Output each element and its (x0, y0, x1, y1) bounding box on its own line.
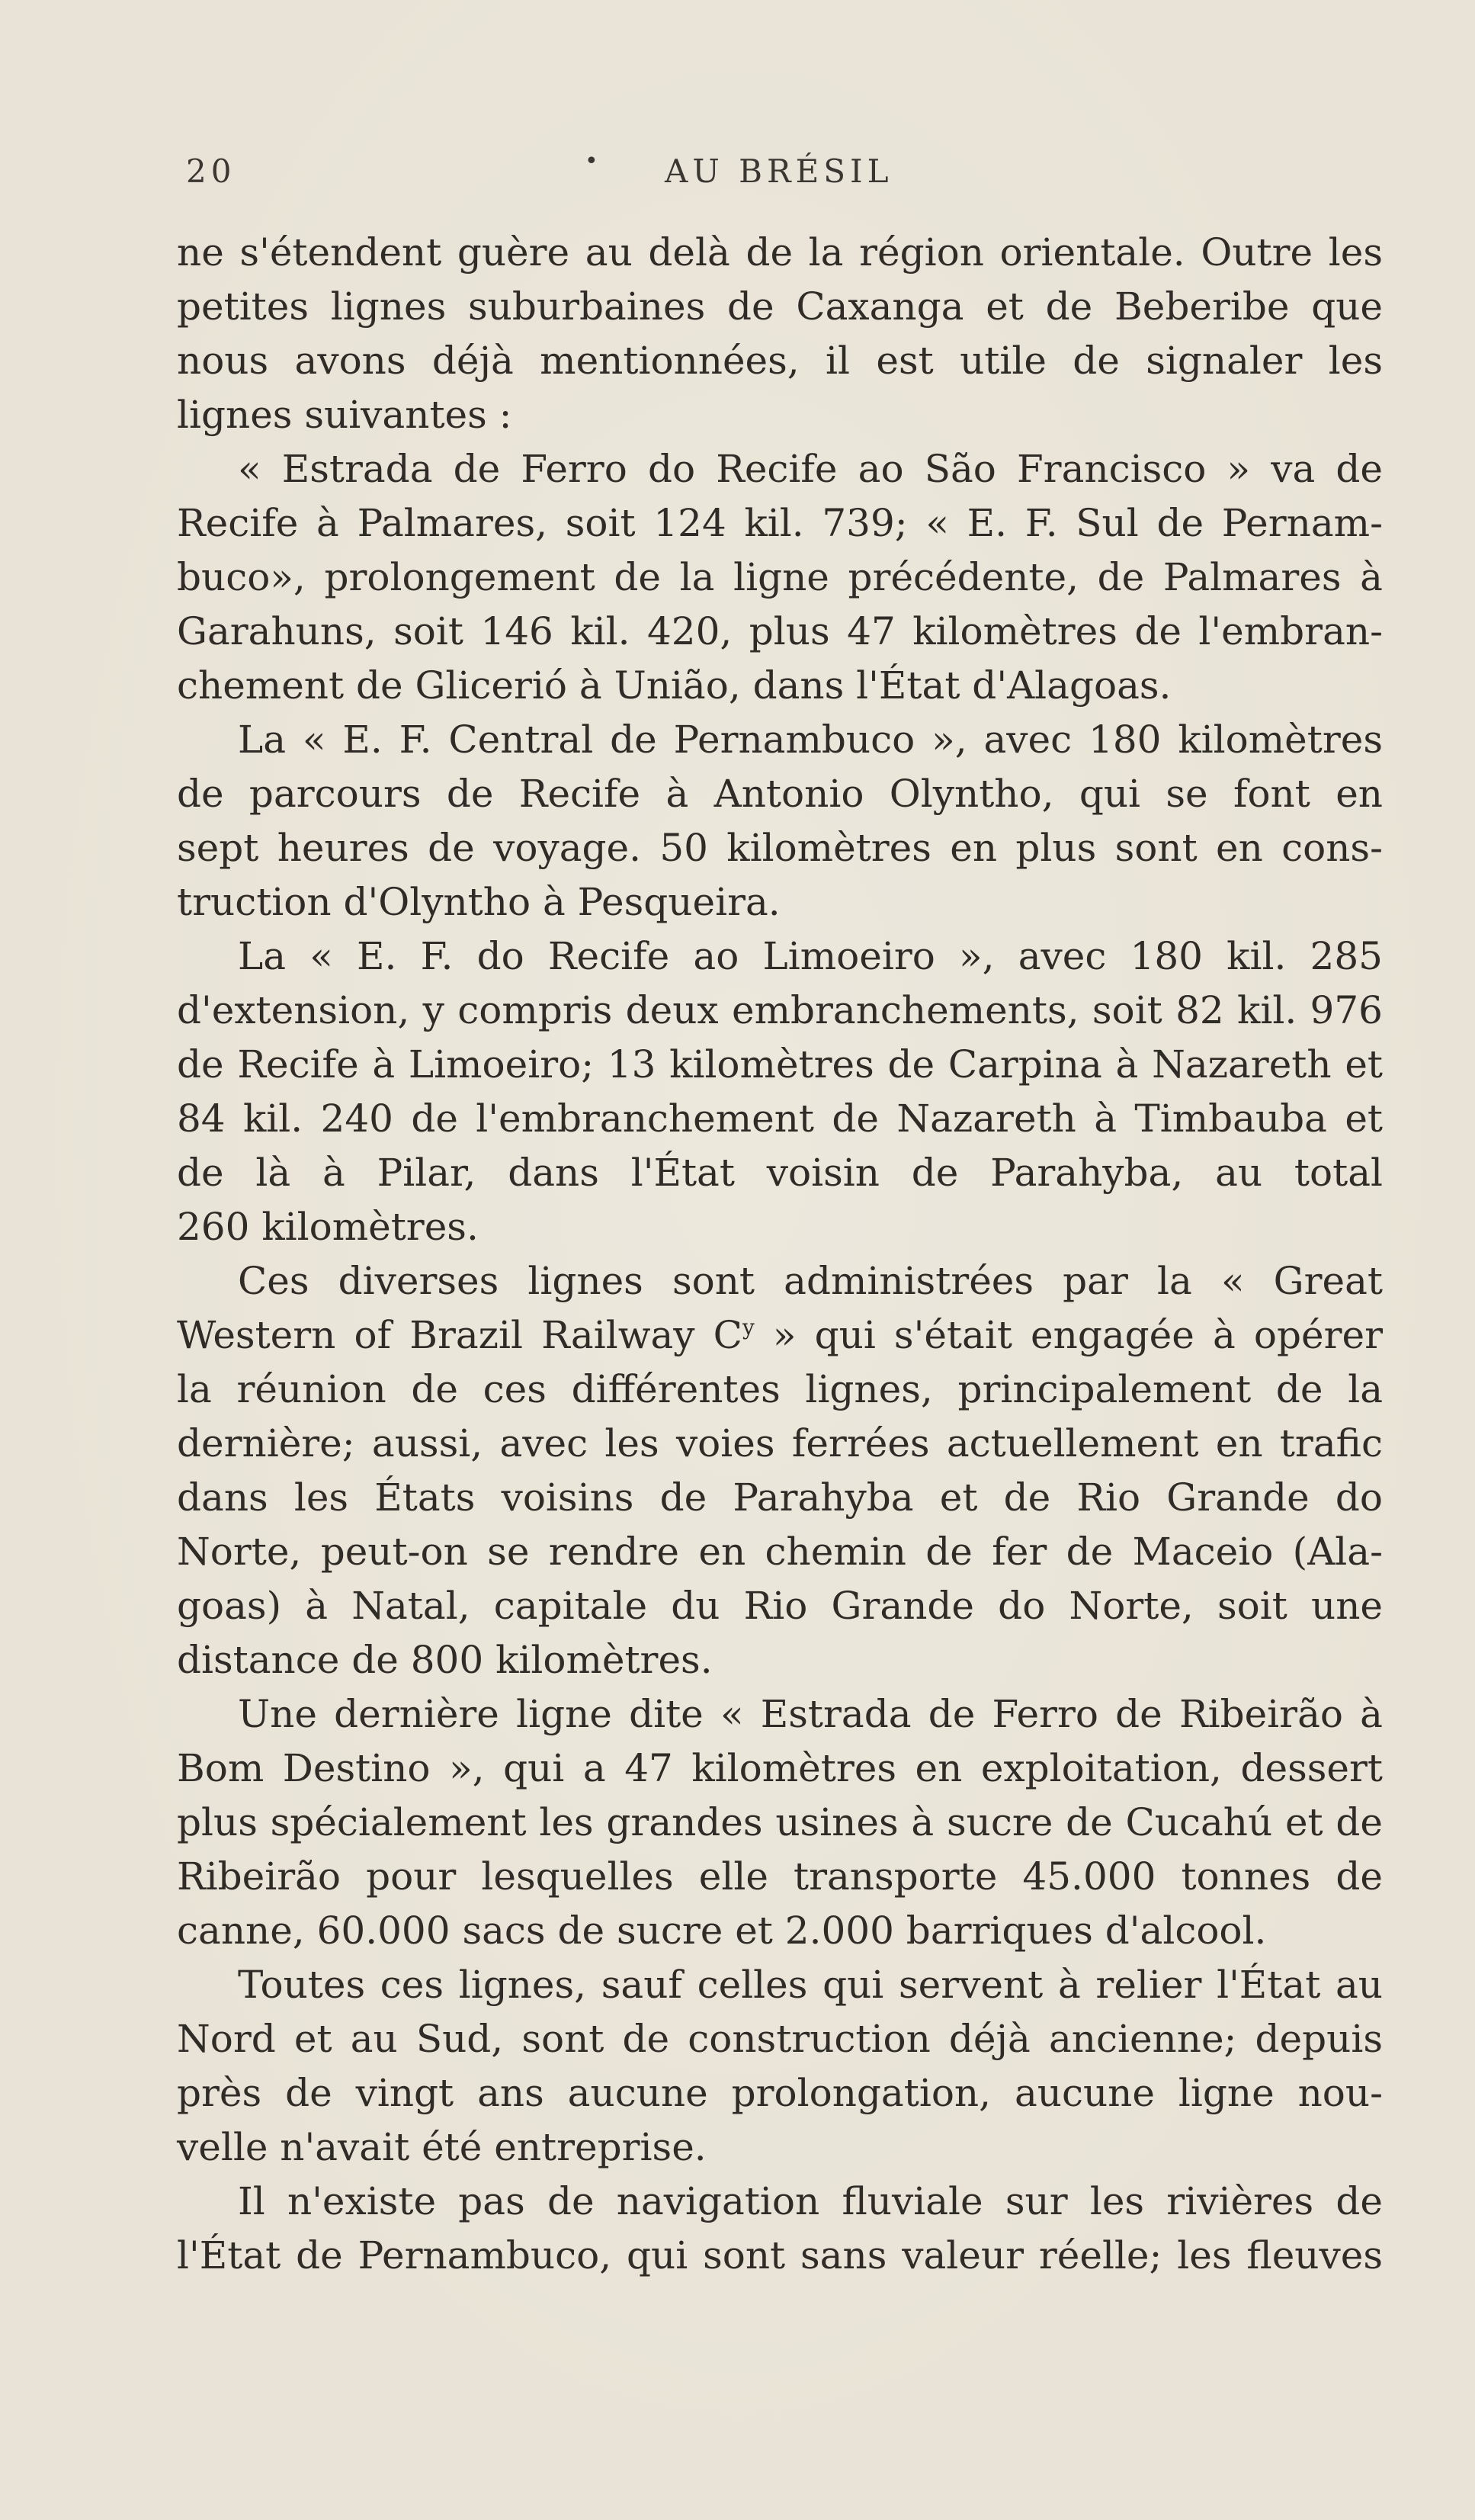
text-line: La « E. F. do Recife ao Limoeiro », avec 180 kil. 285 (238, 934, 1383, 978)
text-line: Ribeirão pour lesquelles elle transporte 45.000 tonnes de (177, 1854, 1383, 1899)
running-head (177, 148, 1381, 198)
text-line: Il n'existe pas de navigation fluviale sur les rivières de (238, 2179, 1383, 2223)
text-line: Nord et au Sud, sont de construction déjà ancienne; depuis (177, 2017, 1383, 2061)
text-line: Western of Brazil Railway $C^y$ » qui s'était engagée à opérer (177, 1313, 1383, 1357)
text-line: Garahuns, soit 146 kil. 420, plus 47 kilomètres de l'embran- (177, 609, 1383, 653)
text-line: « Estrada de Ferro do Recife ao São Francisco » va de (238, 447, 1383, 491)
text-line: velle n'avait été entreprise. (177, 2125, 707, 2169)
text-line: ne s'étendent guère au delà de la région orientale. Outre les (177, 230, 1383, 274)
text-line: lignes suivantes : (177, 393, 512, 437)
text-line: Une dernière ligne dite « Estrada de Ferro de Ribeirão à (238, 1692, 1383, 1736)
page-number: 20 (186, 152, 236, 190)
text-line: l'État de Pernambuco, qui sont sans valeur réelle; les fleuves (177, 2233, 1383, 2278)
running-head-mark: • (585, 148, 603, 175)
text-line: buco», prolongement de la ligne précédente, de Palmares à (177, 555, 1383, 599)
running-head-title: AU BRÉSIL (665, 152, 893, 190)
text-line: truction d'Olyntho à Pesqueira. (177, 880, 781, 924)
text-line: de Recife à Limoeiro; 13 kilomètres de Carpina à Nazareth et (177, 1042, 1383, 1087)
text-line: la réunion de ces différentes lignes, principalement de la (177, 1367, 1383, 1411)
text-line: chement de Glicerió à União, dans l'État d'Alagoas. (177, 663, 1172, 708)
text-line: Ces diverses lignes sont administrées par la « Great (238, 1259, 1383, 1303)
text-line: Bom Destino », qui a 47 kilomètres en exploitation, dessert (177, 1746, 1383, 1790)
text-line: distance de 800 kilomètres. (177, 1638, 713, 1682)
text-line: Recife à Palmares, soit 124 kil. 739; « E. F. Sul de Pernam- (177, 501, 1383, 545)
text-line: petites lignes suburbaines de Caxanga et de Beberibe que (177, 284, 1383, 329)
text-line: dernière; aussi, avec les voies ferrées actuellement en trafic (177, 1421, 1383, 1465)
superscript: y (742, 1315, 755, 1340)
text-line: goas) à Natal, capitale du Rio Grande do Norte, soit une (177, 1584, 1383, 1628)
text-line: canne, 60.000 sacs de sucre et 2.000 barriques d'alcool. (177, 1908, 1267, 1953)
text-line: près de vingt ans aucune prolongation, aucune ligne nou- (177, 2071, 1383, 2115)
text-line: La « E. F. Central de Pernambuco », avec 180 kilomètres (238, 717, 1383, 762)
text-line: nous avons déjà mentionnées, il est utile de signaler les (177, 339, 1383, 383)
text-line: plus spécialement les grandes usines à sucre de Cucahú et de (177, 1800, 1383, 1844)
text-line: de là à Pilar, dans l'État voisin de Parahyba, au total (177, 1151, 1383, 1195)
text-line: d'extension, y compris deux embranchements, soit 82 kil. 976 (177, 988, 1383, 1032)
text-line: 260 kilomètres. (177, 1205, 479, 1249)
text-line: Toutes ces lignes, sauf celles qui servent à relier l'État au (238, 1963, 1383, 2007)
body-text (177, 226, 1383, 2283)
text-line: de parcours de Recife à Antonio Olyntho, qui se font en (177, 772, 1383, 816)
text-line: Norte, peut-on se rendre en chemin de fer de Maceio (Ala- (177, 1530, 1383, 1574)
text-line: dans les États voisins de Parahyba et de Rio Grande do (177, 1475, 1383, 1520)
text-line: 84 kil. 240 de l'embranchement de Nazareth à Timbauba et (177, 1096, 1383, 1141)
text-line: sept heures de voyage. 50 kilomètres en plus sont en cons- (177, 826, 1383, 870)
